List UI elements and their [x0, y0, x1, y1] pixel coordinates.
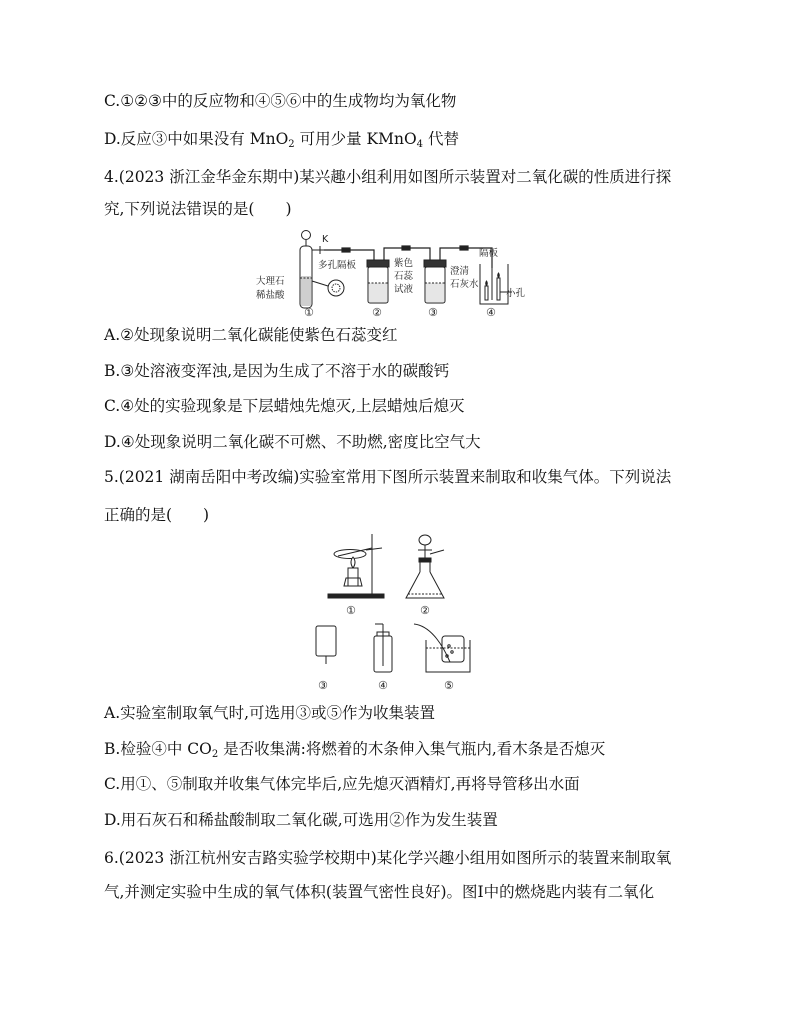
q4-number-1: ①: [304, 306, 314, 319]
q5-number-2: ②: [420, 604, 430, 617]
q4-apparatus-3: [424, 260, 446, 303]
q5-stem-line2: 正确的是( ): [104, 506, 210, 524]
q4-label-clear: 澄清: [450, 266, 470, 277]
q4-option-d: D.④处现象说明二氧化碳不可燃、不助燃,密度比空气大: [104, 433, 481, 451]
q5-option-b: [104, 739, 605, 765]
q3-option-d-text3: 代替: [423, 130, 459, 148]
q5-apparatus-1: [328, 534, 384, 598]
q4-label-marble: 大理石: [256, 276, 285, 287]
q4-label-purple: 紫色: [394, 258, 414, 269]
q4-label-dilute-acid: 稀盐酸: [256, 290, 285, 301]
q6-stem-line2: 气,并测定实验中生成的氧气体积(装置气密性良好)。图Ⅰ中的燃烧匙内装有二氧化: [104, 883, 655, 901]
q3-option-d-text2: 可用少量 KMnO: [294, 130, 417, 148]
q4-label-litmus: 石蕊: [394, 271, 414, 282]
q4-stem-line2: 究,下列说法错误的是( ): [104, 200, 292, 218]
q4-stem-line1: 4.(2023 浙江金华金东期中)某兴趣小组利用如图所示装置对二氧化碳的性质进行探: [104, 168, 672, 186]
q3-option-d-text1: D.反应③中如果没有 MnO: [104, 130, 289, 148]
q4-apparatus-2: [367, 260, 389, 303]
q5-option-d: D.用石灰石和稀盐酸制取二氧化碳,可选用②作为发生装置: [104, 811, 498, 829]
q4-label-solution: 试液: [394, 284, 414, 295]
q4-label-k: K: [322, 234, 329, 245]
q5-option-a: A.实验室制取氧气时,可选用③或⑤作为收集装置: [104, 704, 436, 722]
q3-option-c: C.①②③中的反应物和④⑤⑥中的生成物均为氧化物: [104, 92, 457, 110]
q5-number-1: ①: [346, 604, 356, 617]
q5-option-c: C.用①、⑤制取并收集气体完毕后,应先熄灭酒精灯,再将导管移出水面: [104, 775, 580, 793]
q4-number-2: ②: [372, 306, 382, 319]
q4-label-limewater: 石灰水: [450, 279, 479, 290]
q6-stem-line1: 6.(2023 浙江杭州安吉路实验学校期中)某化学兴趣小组用如图所示的装置来制取氧: [104, 849, 672, 867]
q5-number-4: ④: [378, 679, 388, 692]
q5-apparatus-2: [406, 535, 444, 598]
q5-stem-line1: 5.(2021 湖南岳阳中考改编)实验室常用下图所示装置来制取和收集气体。下列说法: [104, 468, 672, 486]
q4-label-small-hole: 小孔: [506, 288, 526, 299]
q5-apparatus-4: [374, 624, 392, 672]
q4-option-c: C.④处的实验现象是下层蜡烛先熄灭,上层蜡烛后熄灭: [104, 397, 465, 415]
q4-option-b: B.③处溶液变浑浊,是因为生成了不溶于水的碳酸钙: [104, 362, 450, 380]
q3-option-d: [104, 129, 459, 155]
q4-label-partition: 隔板: [479, 248, 499, 259]
q4-apparatus-figure: [254, 226, 544, 318]
q5-apparatus-figure: [318, 528, 492, 696]
q4-number-3: ③: [428, 306, 438, 319]
q5-option-b-text2: 是否收集满:将燃着的木条伸入集气瓶内,看木条是否熄灭: [218, 740, 606, 758]
q5-option-b-text1: B.检验④中 CO: [104, 740, 212, 758]
q5-apparatus-3: [316, 626, 336, 664]
q5-number-3: ③: [318, 679, 328, 692]
q4-option-a: A.②处现象说明二氧化碳能使紫色石蕊变红: [104, 326, 398, 344]
q3-option-d-sub2: 4: [416, 139, 424, 150]
q5-option-b-sub: 2: [211, 749, 219, 760]
q5-apparatus-5: [414, 624, 470, 672]
q4-label-porous-partition: 多孔隔板: [318, 260, 357, 271]
q4-number-4: ④: [486, 306, 496, 319]
q3-option-d-sub1: 2: [288, 139, 295, 150]
q5-number-5: ⑤: [444, 679, 454, 692]
